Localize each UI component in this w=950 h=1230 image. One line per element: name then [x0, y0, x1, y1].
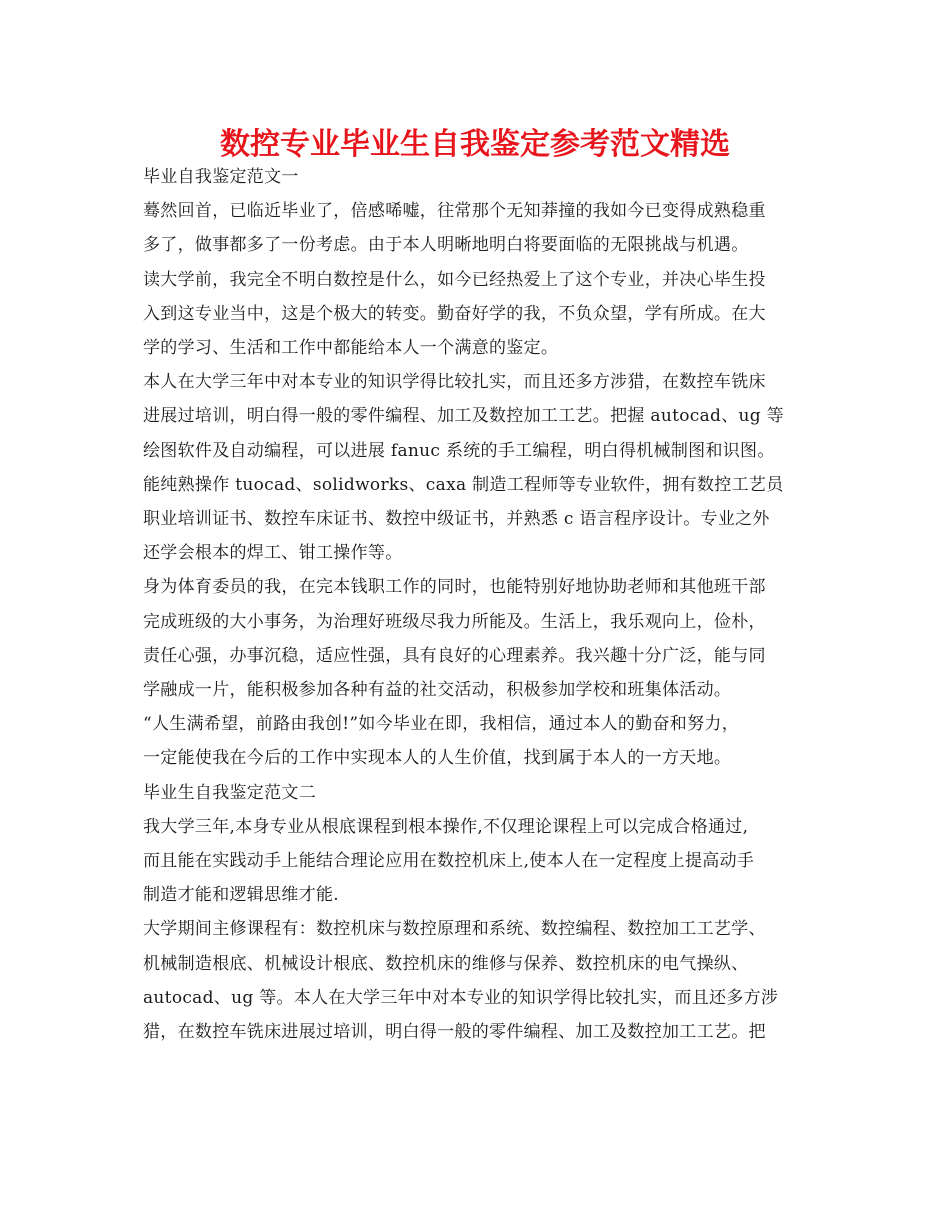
body-line: 机械制造根底、机械设计根底、数控机床的维修与保养、数控机床的电气操纵、 [143, 953, 749, 974]
body-line: 责任心强，办事沉稳，适应性强，具有良好的心理素养。我兴趣十分广泛，能与同 [143, 645, 766, 666]
body-line: 完成班级的大小事务，为治理好班级尽我力所能及。生活上，我乐观向上，俭朴， [143, 611, 766, 632]
body-line: 能纯熟操作 tuocad、solidworks、caxa 制造工程师等专业软件，拥有数控工艺员 [143, 474, 784, 495]
body-line: 身为体育委员的我，在完本钱职工作的同时，也能特别好地协助老师和其他班干部 [143, 577, 766, 598]
body-line: 制造才能和逻辑思维才能. [143, 885, 340, 906]
body-line: 还学会根本的焊工、钳工操作等。 [143, 543, 403, 564]
body-line: 我大学三年,本身专业从根底课程到根本操作,不仅理论课程上可以完成合格通过, [143, 816, 749, 837]
body-line: 绘图软件及自动编程，可以进展 fanuc 系统的手工编程，明白得机械制图和识图。 [143, 440, 775, 461]
body-line: 而且能在实践动手上能结合理论应用在数控机床上,使本人在一定程度上提高动手 [143, 851, 755, 872]
body-line: 学融成一片，能积极参加各种有益的社交活动，积极参加学校和班集体活动。 [143, 680, 732, 701]
body-line: “人生满希望，前路由我创!”如今毕业在即，我相信，通过本人的勤奋和努力， [143, 714, 740, 735]
document-body [143, 160, 833, 1049]
body-line: 读大学前，我完全不明白数控是什么，如今已经热爱上了这个专业，并决心毕生投 [143, 269, 766, 290]
body-line: 毕业自我鉴定范文一 [143, 167, 299, 187]
body-line: 进展过培训，明白得一般的零件编程、加工及数控加工工艺。把握 autocad、ug 等 [143, 406, 784, 427]
document-title: 数控专业毕业生自我鉴定参考范文精选 [220, 127, 730, 162]
body-line: 猎，在数控车铣床进展过培训，明白得一般的零件编程、加工及数控加工工艺。把 [143, 1022, 766, 1043]
body-line: 毕业生自我鉴定范文二 [143, 782, 316, 803]
body-line: 职业培训证书、数控车床证书、数控中级证书，并熟悉 c 语言程序设计。专业之外 [143, 509, 770, 530]
body-line: 大学期间主修课程有：数控机床与数控原理和系统、数控编程、数控加工工艺学、 [143, 919, 766, 940]
body-line: 学的学习、生活和工作中都能给本人一个满意的鉴定。 [143, 338, 559, 359]
body-line: 一定能使我在今后的工作中实现本人的人生价值，找到属于本人的一方天地。 [143, 748, 732, 769]
body-line: 入到这专业当中，这是个极大的转变。勤奋好学的我，不负众望，学有所成。在大 [143, 303, 766, 324]
body-line: autocad、ug 等。本人在大学三年中对本专业的知识学得比较扎实，而且还多方涉 [143, 987, 779, 1008]
body-line: 多了，做事都多了一份考虑。由于本人明晰地明白将要面临的无限挑战与机遇。 [143, 235, 749, 256]
body-line: 本人在大学三年中对本专业的知识学得比较扎实，而且还多方涉猎，在数控车铣床 [143, 372, 766, 393]
body-line: 蓦然回首，已临近毕业了，倍感唏嘘，往常那个无知莽撞的我如今已变得成熟稳重 [143, 201, 766, 222]
